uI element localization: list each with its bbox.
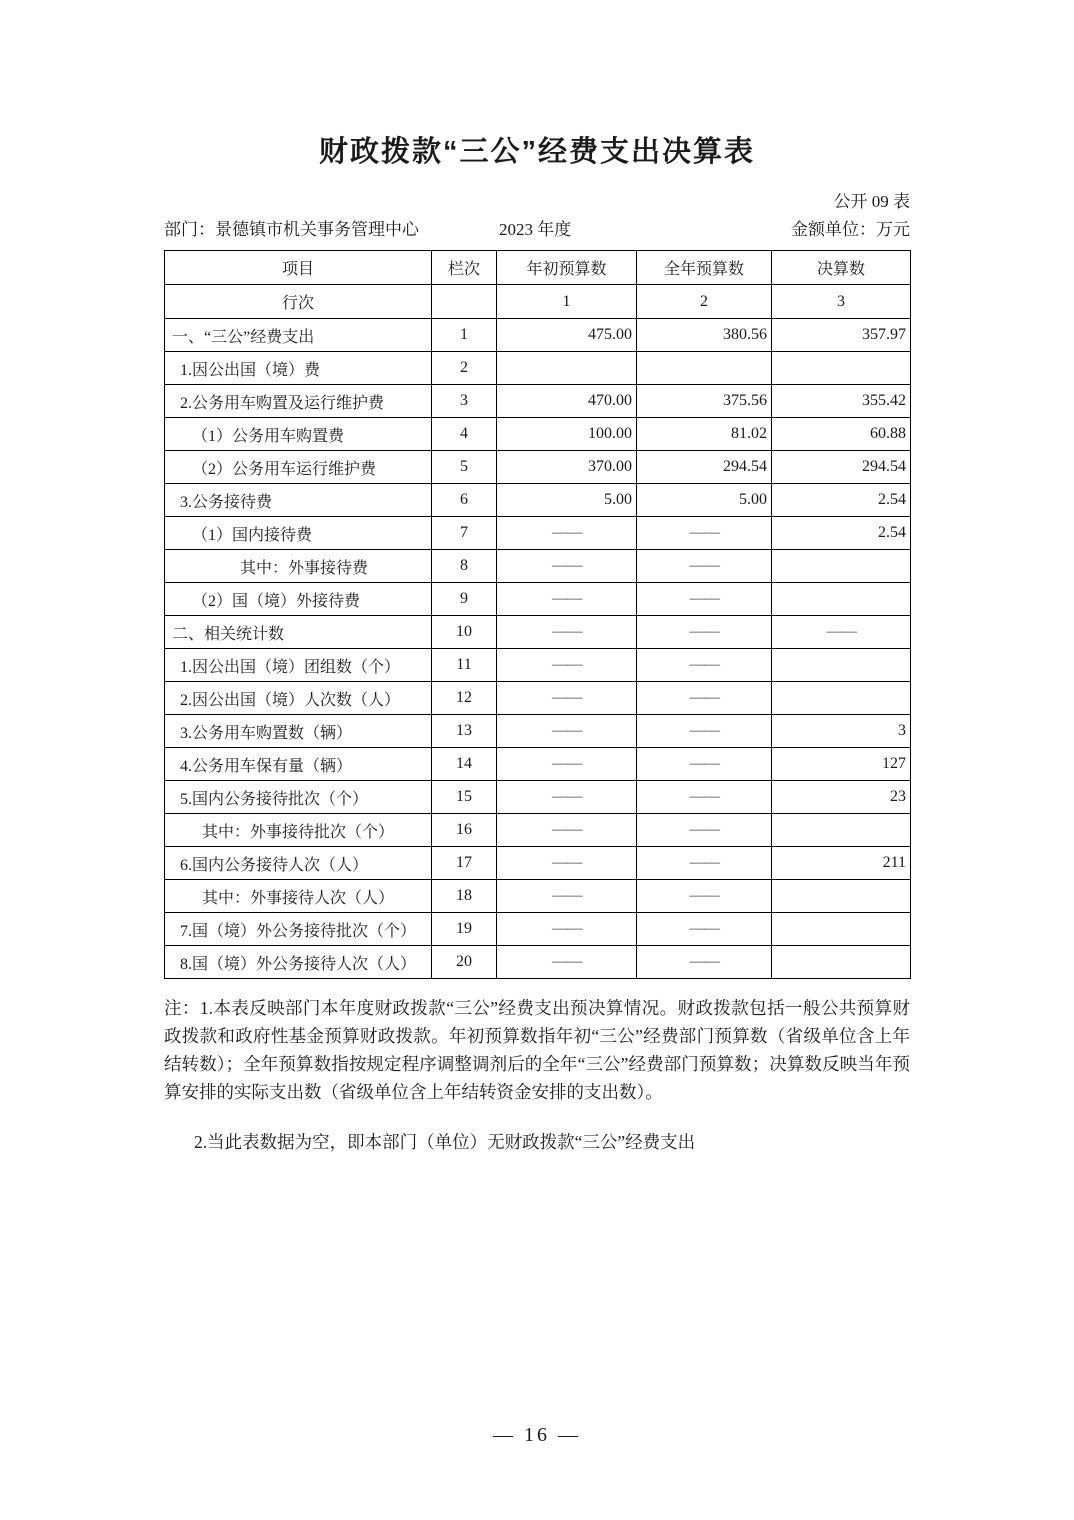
table-row	[165, 847, 911, 880]
row-line-number: 18	[432, 880, 497, 913]
meta-row	[164, 217, 910, 243]
row-final-amount: 355.42	[772, 385, 911, 418]
row-item-label: 一、“三公”经费支出	[165, 319, 432, 352]
row-line-number: 16	[432, 814, 497, 847]
row-annual-budget: ——	[637, 913, 772, 946]
table-row	[165, 484, 911, 517]
row-final-amount: 357.97	[772, 319, 911, 352]
line-index-1: 1	[497, 285, 637, 319]
row-line-number: 13	[432, 715, 497, 748]
table-row	[165, 418, 911, 451]
row-final-amount: 2.54	[772, 517, 911, 550]
row-initial-budget: 475.00	[497, 319, 637, 352]
table-row	[165, 781, 911, 814]
row-annual-budget: 5.00	[637, 484, 772, 517]
row-initial-budget: 5.00	[497, 484, 637, 517]
row-initial-budget: 100.00	[497, 418, 637, 451]
row-annual-budget: 380.56	[637, 319, 772, 352]
row-annual-budget: ——	[637, 649, 772, 682]
row-initial-budget: ——	[497, 748, 637, 781]
page-title: 财政拨款“三公”经费支出决算表	[318, 136, 755, 168]
notes-section	[164, 994, 910, 1156]
row-line-number: 8	[432, 550, 497, 583]
line-index-2: 2	[637, 285, 772, 319]
table-row	[165, 715, 911, 748]
row-final-amount: 3	[772, 715, 911, 748]
row-initial-budget: 370.00	[497, 451, 637, 484]
row-line-number: 11	[432, 649, 497, 682]
table-row	[165, 748, 911, 781]
row-item-label: 8.国（境）外公务接待人次（人）	[165, 946, 432, 979]
row-annual-budget: ——	[637, 550, 772, 583]
table-body	[165, 319, 911, 979]
column-header-item: 项目	[165, 251, 432, 285]
row-item-label: 其中：外事接待费	[165, 550, 432, 583]
row-final-amount	[772, 352, 911, 385]
table-row	[165, 880, 911, 913]
row-line-number: 2	[432, 352, 497, 385]
line-index-label: 行次	[165, 285, 432, 319]
department-label: 部门：景德镇市机关事务管理中心	[164, 220, 419, 239]
row-initial-budget: ——	[497, 913, 637, 946]
row-line-number: 12	[432, 682, 497, 715]
row-initial-budget: ——	[497, 880, 637, 913]
row-item-label: 5.国内公务接待批次（个）	[165, 781, 432, 814]
row-line-number: 17	[432, 847, 497, 880]
table-row	[165, 583, 911, 616]
row-item-label: 2.公务用车购置及运行维护费	[165, 385, 432, 418]
row-initial-budget: ——	[497, 781, 637, 814]
header-row	[165, 251, 911, 285]
row-annual-budget: 375.56	[637, 385, 772, 418]
column-header-column-index: 栏次	[432, 251, 497, 285]
row-initial-budget: ——	[497, 616, 637, 649]
line-index-row	[165, 285, 911, 319]
table-row	[165, 814, 911, 847]
table-row	[165, 913, 911, 946]
table-row	[165, 550, 911, 583]
row-item-label: 其中：外事接待人次（人）	[165, 880, 432, 913]
row-final-amount: 2.54	[772, 484, 911, 517]
row-item-label: （1）国内接待费	[165, 517, 432, 550]
row-final-amount: 60.88	[772, 418, 911, 451]
row-annual-budget: ——	[637, 682, 772, 715]
row-annual-budget: ——	[637, 748, 772, 781]
row-annual-budget: 81.02	[637, 418, 772, 451]
row-initial-budget: ——	[497, 946, 637, 979]
row-annual-budget: ——	[637, 946, 772, 979]
note-1: 注：1.本表反映部门本年度财政拨款“三公”经费支出预决算情况。财政拨款包括一般公共预算财政拨款和政府性基金预算财政拨款。年初预算数指年初“三公”经费部门预算数（省级单位含上年结转数）；全年预算数指按规定程序调整调剂后的全年“三公”经费部门预算数；决算数反映当年预算安排的实际支出数（省级单位含上年结转资金安排的支出数）。	[164, 998, 910, 1102]
row-item-label: 3.公务接待费	[165, 484, 432, 517]
table-row	[165, 517, 911, 550]
row-final-amount	[772, 682, 911, 715]
row-final-amount: ——	[772, 616, 911, 649]
table-row	[165, 649, 911, 682]
row-line-number: 9	[432, 583, 497, 616]
row-initial-budget: ——	[497, 517, 637, 550]
row-line-number: 3	[432, 385, 497, 418]
row-item-label: （2）国（境）外接待费	[165, 583, 432, 616]
row-final-amount	[772, 814, 911, 847]
row-annual-budget: ——	[637, 616, 772, 649]
row-annual-budget: ——	[637, 583, 772, 616]
row-item-label: 二、相关统计数	[165, 616, 432, 649]
row-final-amount	[772, 550, 911, 583]
row-line-number: 14	[432, 748, 497, 781]
row-item-label: 4.公务用车保有量（辆）	[165, 748, 432, 781]
column-header-final-amount: 决算数	[772, 251, 911, 285]
row-annual-budget: ——	[637, 847, 772, 880]
table-row	[165, 616, 911, 649]
row-initial-budget: 470.00	[497, 385, 637, 418]
table-row	[165, 682, 911, 715]
row-item-label: 7.国（境）外公务接待批次（个）	[165, 913, 432, 946]
row-final-amount: 294.54	[772, 451, 911, 484]
row-annual-budget: ——	[637, 715, 772, 748]
row-line-number: 5	[432, 451, 497, 484]
row-line-number: 15	[432, 781, 497, 814]
row-initial-budget: ——	[497, 583, 637, 616]
row-line-number: 4	[432, 418, 497, 451]
line-index-3: 3	[772, 285, 911, 319]
row-initial-budget: ——	[497, 682, 637, 715]
row-annual-budget: ——	[637, 781, 772, 814]
row-final-amount	[772, 649, 911, 682]
three-public-expense-table	[164, 250, 911, 979]
page-number: — 16 —	[493, 1424, 581, 1446]
row-line-number: 1	[432, 319, 497, 352]
row-item-label: 2.因公出国（境）人次数（人）	[165, 682, 432, 715]
row-initial-budget: ——	[497, 649, 637, 682]
row-item-label: （2）公务用车运行维护费	[165, 451, 432, 484]
row-line-number: 20	[432, 946, 497, 979]
row-item-label: 其中：外事接待批次（个）	[165, 814, 432, 847]
fiscal-year-label: 2023 年度	[499, 220, 572, 239]
row-annual-budget	[637, 352, 772, 385]
column-header-annual-budget: 全年预算数	[637, 251, 772, 285]
table-row	[165, 451, 911, 484]
row-initial-budget: ——	[497, 550, 637, 583]
table-row	[165, 946, 911, 979]
row-line-number: 7	[432, 517, 497, 550]
row-item-label: 3.公务用车购置数（辆）	[165, 715, 432, 748]
row-annual-budget: ——	[637, 814, 772, 847]
row-item-label: 1.因公出国（境）团组数（个）	[165, 649, 432, 682]
row-line-number: 6	[432, 484, 497, 517]
row-line-number: 19	[432, 913, 497, 946]
row-final-amount	[772, 880, 911, 913]
document-content	[164, 0, 910, 1447]
row-line-number: 10	[432, 616, 497, 649]
row-final-amount: 211	[772, 847, 911, 880]
row-item-label: 6.国内公务接待人次（人）	[165, 847, 432, 880]
table-row	[165, 385, 911, 418]
table-code-label: 公开 09 表	[833, 192, 910, 211]
row-initial-budget: ——	[497, 814, 637, 847]
row-final-amount	[772, 946, 911, 979]
amount-unit-label: 金额单位：万元	[791, 220, 910, 239]
row-final-amount	[772, 913, 911, 946]
column-header-initial-budget: 年初预算数	[497, 251, 637, 285]
row-initial-budget	[497, 352, 637, 385]
row-item-label: （1）公务用车购置费	[165, 418, 432, 451]
row-final-amount: 127	[772, 748, 911, 781]
row-annual-budget: ——	[637, 880, 772, 913]
row-annual-budget: 294.54	[637, 451, 772, 484]
row-final-amount: 23	[772, 781, 911, 814]
row-final-amount	[772, 583, 911, 616]
line-index-blank	[432, 285, 497, 319]
row-initial-budget: ——	[497, 715, 637, 748]
row-initial-budget: ——	[497, 847, 637, 880]
row-item-label: 1.因公出国（境）费	[165, 352, 432, 385]
table-row	[165, 319, 911, 352]
note-2: 2.当此表数据为空，即本部门（单位）无财政拨款“三公”经费支出	[194, 1132, 696, 1152]
row-annual-budget: ——	[637, 517, 772, 550]
table-row	[165, 352, 911, 385]
